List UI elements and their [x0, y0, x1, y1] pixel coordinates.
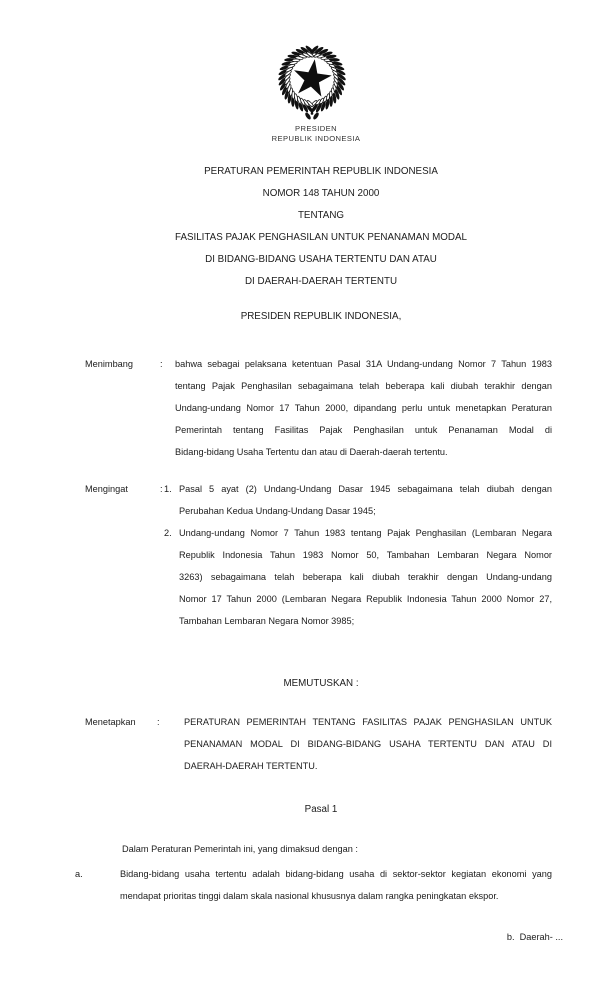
item-marker: a. — [75, 869, 83, 879]
title-line-subject-1: FASILITAS PAJAK PENGHASILAN UNTUK PENANAMAN MODAL — [175, 232, 467, 243]
mengingat-list — [164, 478, 552, 632]
presidential-emblem — [272, 40, 352, 124]
menimbang-text: bahwa sebagai pelaksana ketentuan Pasal 31A Undang-undang Nomor 7 Tahun 1983 tentang Pajak Penghasilan sebagaimana telah beberapa kali diubah terakhir dengan Undang-undang Nomor 17 Tahun 2000, dipandang perlu untuk menetapkan Peraturan Pemerintah tentang Fasilitas Pajak Penghasilan untuk Penanaman Modal di Bidang-bidang Usaha Tertentu dan atau di Daerah-daerah tertentu. — [175, 359, 552, 457]
definition-item-a-text: a. Bidang-bidang usaha tertentu adalah bidang-bidang usaha di sektor-sektor kegiatan ekonomi yang mendapat prioritas tinggi dalam skala nasional khususnya dalam rangka peningkatan ekspor. — [120, 863, 552, 907]
legal-basis-item-2-text: Undang-undang Nomor 7 Tahun 1983 tentang Pajak Penghasilan (Lembaran Negara Republik Indonesia Tahun 1983 Nomor 50, Tambahan Lembaran Negara Nomor 3263) sebagaimana telah beberapa kali diubah terakhir dengan Undang-undang Nomor 17 Tahun 2000 (Lembaran Negara Republik Indonesia Tahun 2000 Nomor 27, Tambahan Lembaran Negara Nomor 3985; — [179, 528, 552, 626]
menetapkan-text: PERATURAN PEMERINTAH TENTANG FASILITAS PAJAK PENGHASILAN UNTUK PENANAMAN MODAL DI BIDANG-BIDANG USAHA TERTENTU DAN ATAU DI DAERAH-DAERAH TERTENTU. — [184, 717, 552, 771]
salutation: PRESIDEN REPUBLIK INDONESIA, — [240, 311, 402, 322]
page-catchword: b. Daerah- ... — [506, 932, 563, 942]
title-line-number: NOMOR 148 TAHUN 2000 — [262, 188, 380, 199]
legal-basis-item-1 — [164, 478, 552, 522]
menimbang-label: Menimbang — [85, 359, 134, 369]
memutuskan-heading: MEMUTUSKAN : — [283, 678, 359, 689]
wreath-knot-icon — [304, 112, 320, 121]
legal-basis-item-2 — [164, 522, 552, 632]
title-line-subject-2: DI BIDANG-BIDANG USAHA TERTENTU DAN ATAU — [205, 254, 437, 265]
menimbang-colon: : — [160, 359, 163, 369]
pasal-1-intro: Dalam Peraturan Pemerintah ini, yang dimaksud dengan : — [122, 844, 358, 854]
mengingat-label: Mengingat — [85, 484, 128, 494]
list-number: 1. — [164, 484, 172, 494]
emblem-caption-line2: REPUBLIK INDONESIA — [271, 134, 361, 143]
document-title — [30, 161, 612, 293]
menetapkan-colon: : — [157, 717, 160, 727]
title-line-regulation: PERATURAN PEMERINTAH REPUBLIK INDONESIA — [204, 166, 438, 177]
pasal-1-heading: Pasal 1 — [304, 804, 338, 815]
emblem-caption — [16, 124, 612, 144]
menetapkan-label: Menetapkan — [85, 717, 136, 727]
list-number: 2. — [164, 528, 172, 538]
legal-basis-item-1-text: Pasal 5 ayat (2) Undang-Undang Dasar 1945 sebagaimana telah diubah dengan Perubahan Kedua Undang-Undang Dasar 1945; — [179, 484, 552, 516]
mengingat-colon: : — [160, 484, 163, 494]
emblem-caption-line1: PRESIDEN — [294, 124, 338, 133]
title-line-subject-3: DI DAERAH-DAERAH TERTENTU — [244, 276, 398, 287]
title-line-tentang: TENTANG — [297, 210, 345, 221]
